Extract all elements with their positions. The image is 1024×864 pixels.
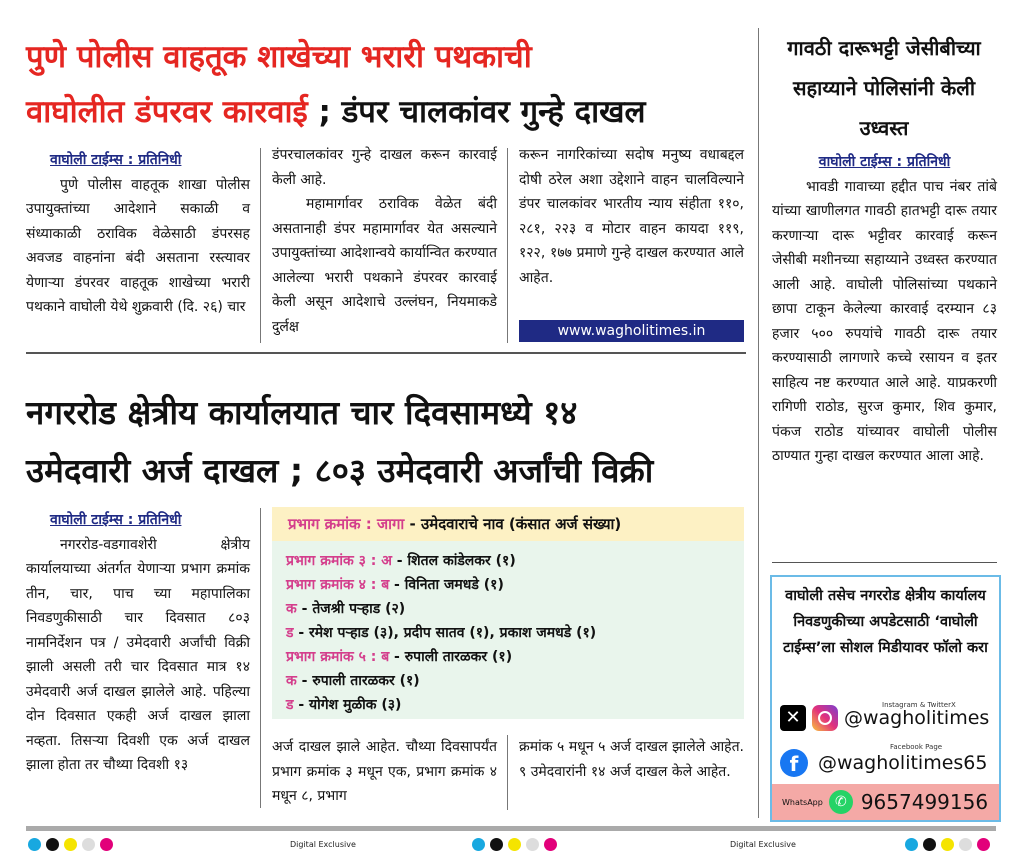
story1-col2a-text: डंपरचालकांवर गुन्हे दाखल करून कारवाई केली आहे. bbox=[272, 147, 497, 188]
color-registration-dots bbox=[28, 838, 113, 851]
row-label: ड bbox=[286, 625, 294, 641]
row-text: - रमेश पऱ्हाड (३), प्रदीप सातव (१), प्रकाश जमधडे (१) bbox=[293, 625, 597, 641]
grey-dot bbox=[82, 838, 95, 851]
footer-label: Digital Exclusive bbox=[730, 840, 796, 849]
main-headline-line1: पुणे पोलीस वाहतूक शाखेच्या भरारी पथकाची bbox=[26, 39, 532, 75]
row-label: प्रभाग क्रमांक ४ : ब bbox=[286, 577, 390, 593]
main-headline bbox=[26, 30, 756, 140]
row-text: - तेजश्री पऱ्हाड (२) bbox=[296, 601, 406, 617]
second-headline-line2: उमेदवारी अर्ज दाखल ; ८०३ उमेदवारी अर्जांची विक्री bbox=[26, 451, 654, 490]
table-row bbox=[286, 549, 744, 573]
row-text: - शितल कांडेलकर (१) bbox=[391, 553, 516, 569]
story2-column2 bbox=[272, 735, 497, 809]
color-registration-dots bbox=[472, 838, 557, 851]
whatsapp-bar[interactable] bbox=[772, 784, 999, 820]
instagram-icon[interactable] bbox=[812, 705, 838, 731]
table-header-text: - उमेदवाराचे नाव (कंसात अर्ज संख्या) bbox=[404, 515, 622, 533]
story2-col1-text: नगररोड-वडगावशेरी क्षेत्रीय कार्यालयाच्या अंतर्गत येणाऱ्या प्रभाग क्रमांक तीन, चार, पाच च्या महापालिका निवडणुकीसाठी चार दिवसात ८०३ नामनिर्देशन पत्र / उमेदवारी अर्जांची विक्री झाली असली तरी चार दिवसात मात्र १४ उमेदवारी अर्ज दाखल झालेले आहे. पहिल्या दोन दिवसात एकही अर्ज दाखल झाला नव्हता. तिसऱ्या दिवशी एक अर्ज दाखल झाला होता तर चौथ्या दिवशी १३ bbox=[26, 536, 250, 773]
black-dot bbox=[490, 838, 503, 851]
byline: वाघोली टाईम्स : प्रतिनिधी bbox=[50, 512, 182, 528]
sidebar-divider bbox=[758, 28, 759, 818]
main-headline-line2-black: ; डंपर चालकांवर गुन्हे दाखल bbox=[307, 94, 646, 130]
magenta-dot bbox=[544, 838, 557, 851]
row-text: - योगेश मुळीक (३) bbox=[293, 697, 402, 713]
row-text: - विनिता जमधडे (१) bbox=[389, 577, 504, 593]
black-dot bbox=[923, 838, 936, 851]
table-row bbox=[286, 669, 744, 693]
column-divider bbox=[507, 735, 508, 810]
story1-col1-text: पुणे पोलीस वाहतूक शाखा पोलीस उपायुक्तांच्या आदेशाने सकाळी व संध्याकाळी ठराविक वेळेसाठी डंपरसह अवजड वाहनांना बंदी असताना रस्त्यावर येणाऱ्या डंपरवर वाहतूक शाखेच्या भरारी पथकाने वाघोली येथे शुक्रवारी (दि. २६) चार bbox=[26, 176, 250, 315]
magenta-dot bbox=[977, 838, 990, 851]
facebook-handle[interactable]: @wagholitimes65 bbox=[818, 752, 988, 774]
website-link[interactable]: www.wagholitimes.in bbox=[519, 320, 744, 342]
instagram-row[interactable] bbox=[780, 705, 989, 731]
magenta-dot bbox=[100, 838, 113, 851]
row-label: ड bbox=[286, 697, 294, 713]
color-registration-dots bbox=[905, 838, 990, 851]
section-divider bbox=[26, 352, 746, 354]
story1-col2b-text: महामार्गावर ठराविक वेळेत बंदी असतानाही डंपर महामार्गावर येत असल्याने उपायुक्तांच्या आदेशान्वये कार्यान्वित करण्यात आलेल्या भरारी पथकाने डंपरवर कारवाई केली असून आदेशाचे उल्लंघन, नियमाकडे दुर्लक्ष bbox=[272, 196, 497, 335]
yellow-dot bbox=[64, 838, 77, 851]
whatsapp-icon[interactable]: ✆ bbox=[829, 790, 853, 814]
table-row bbox=[286, 621, 744, 645]
whatsapp-label: WhatsApp bbox=[782, 797, 823, 807]
story1-col3-text: करून नागरिकांच्या सदोष मनुष्य वधाबद्दल दोषी ठरेल अशा उद्देशाने वाहन चालविल्याने डंपर चालकांवर भारतीय न्याय संहीता ११०, २८१, २२३ व मोटार वाहन कायदा ११९, १२२, १७७ प्रमाणे गुन्हे दाखल करण्यात आले आहेत. bbox=[519, 147, 744, 286]
row-label: प्रभाग क्रमांक ३ : अ bbox=[286, 553, 392, 569]
cyan-dot bbox=[472, 838, 485, 851]
story1-column1 bbox=[26, 148, 250, 320]
row-label: क bbox=[286, 673, 297, 689]
table-row bbox=[286, 597, 744, 621]
footer-rule bbox=[26, 826, 996, 831]
instagram-handle[interactable]: @wagholitimes bbox=[844, 707, 990, 729]
candidate-table-header bbox=[272, 507, 744, 541]
table-row bbox=[286, 693, 744, 717]
second-headline bbox=[26, 384, 746, 500]
instagram-caption: Instagram & TwitterX bbox=[882, 701, 956, 709]
table-header-label: प्रभाग क्रमांक : जागा bbox=[288, 515, 405, 533]
column-divider bbox=[260, 148, 261, 343]
section-divider bbox=[772, 562, 997, 563]
yellow-dot bbox=[941, 838, 954, 851]
black-dot bbox=[46, 838, 59, 851]
footer-label: Digital Exclusive bbox=[290, 840, 356, 849]
story2-col2-text: अर्ज दाखल झाले आहेत. चौथ्या दिवसापर्यंत प्रभाग क्रमांक ३ मधून एक, प्रभाग क्रमांक ४ मधून ८, प्रभाग bbox=[272, 739, 497, 804]
table-row bbox=[286, 645, 744, 669]
side-headline: गावठी दारूभट्टी जेसीबीच्या सहाय्याने पोलिसांनी केली उध्वस्त bbox=[787, 36, 981, 140]
cyan-dot bbox=[905, 838, 918, 851]
social-promo-box bbox=[770, 575, 1001, 822]
table-row bbox=[286, 573, 744, 597]
x-twitter-icon[interactable]: ✕ bbox=[780, 705, 806, 731]
byline: वाघोली टाईम्स : प्रतिनिधी bbox=[818, 154, 951, 170]
column-divider bbox=[507, 148, 508, 343]
side-story bbox=[772, 150, 997, 469]
column-divider bbox=[260, 508, 261, 808]
story1-column2 bbox=[272, 143, 497, 339]
second-headline-line1: नगररोड क्षेत्रीय कार्यालयात चार दिवसामध्ये १४ bbox=[26, 393, 578, 432]
facebook-row[interactable] bbox=[780, 749, 987, 777]
row-label: क bbox=[286, 601, 297, 617]
story2-column1 bbox=[26, 508, 250, 778]
candidate-table-rows bbox=[272, 541, 744, 717]
row-text: - रुपाली तारळकर (१) bbox=[389, 649, 513, 665]
grey-dot bbox=[526, 838, 539, 851]
row-label: प्रभाग क्रमांक ५ : ब bbox=[286, 649, 390, 665]
candidate-table bbox=[272, 507, 744, 719]
cyan-dot bbox=[28, 838, 41, 851]
promo-text: वाघोली तसेच नगररोड क्षेत्रीय कार्यालय निवडणुकीच्या अपडेटसाठी ‘वाघोली टाईम्स’ला सोशल मिडीयावर फॉलो करा bbox=[783, 588, 988, 656]
side-story-text: भावडी गावाच्या हद्दीत पाच नंबर तांबे यांच्या खाणीलगत गावठी हातभट्टी दारू तयार करणाऱ्या दारू भट्टीवर कारवाई करून जेसीबी मशीनच्या सहाय्याने उध्वस्त करण्यात आली आहे. वाघोली पोलिसांच्या पथकाने छापा टाकून केलेल्या कारवाई दरम्यान ८३ हजार ५०० रुपयांचे गावठी दारू तयार करण्यासाठी लागणारे कच्चे रसायन व इतर साहित्य नष्ट करण्यात आले आहे. याप्रकरणी रागिणी राठोड, सुरज कुमार, शिव कुमार, पंकज राठोड यांच्यावर वाघोली पोलीस ठाण्यात गुन्हा दाखल करण्यात आला आहे. bbox=[772, 178, 997, 464]
facebook-icon[interactable]: f bbox=[780, 749, 808, 777]
yellow-dot bbox=[508, 838, 521, 851]
whatsapp-phone[interactable]: 9657499156 bbox=[860, 790, 989, 814]
story1-column3 bbox=[519, 143, 744, 290]
facebook-caption: Facebook Page bbox=[890, 743, 943, 751]
grey-dot bbox=[959, 838, 972, 851]
main-headline-line2-red: वाघोलीत डंपरवर कारवाई bbox=[26, 94, 308, 130]
story2-col3-text: क्रमांक ५ मधून ५ अर्ज दाखल झालेले आहेत. ९ उमेदवारांनी १४ अर्ज दाखल केले आहेत. bbox=[519, 739, 744, 780]
row-text: - रुपाली तारळकर (१) bbox=[296, 673, 420, 689]
byline: वाघोली टाईम्स : प्रतिनिधी bbox=[50, 152, 182, 168]
story2-column3 bbox=[519, 735, 744, 784]
